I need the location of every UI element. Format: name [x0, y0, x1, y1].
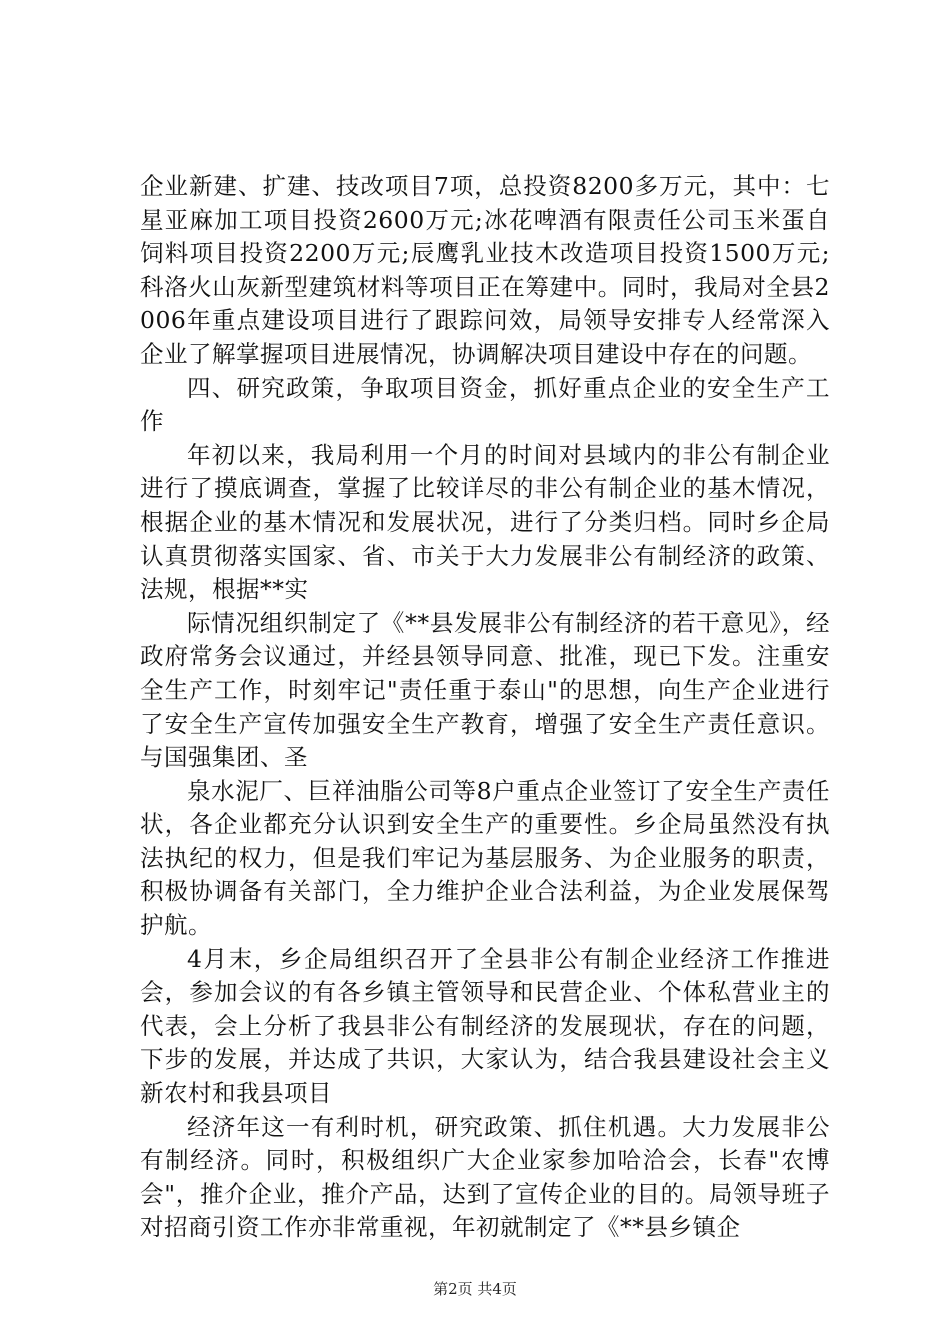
section-heading: 四、研究政策，争取项目资金，抓好重点企业的安全生产工作	[140, 373, 830, 436]
paragraph: 经济年这一有利时机，研究政策、抓住机遇。大力发展非公有制经济。同时，积极组织广大企业家参加哈洽会，长春"农博会"，推介企业，推介产品，达到了宣传企业的目的。局领导班子对招商引资工作亦非常重视，年初就制定了《**县乡镇企	[140, 1112, 830, 1242]
paragraph: 泉水泥厂、巨祥油脂公司等8户重点企业签订了安全生产责任状，各企业都充分认识到安全生产的重要性。乡企局虽然没有执法执纪的权力，但是我们牢记为基层服务、为企业服务的职责，积极协调备有关部门，全力维护企业合法利益，为企业发展保驾护航。	[140, 776, 830, 940]
paragraph: 际情况组织制定了《**县发展非公有制经济的若干意见》，经政府常务会议通过，并经县领导同意、批准，现已下发。注重安全生产工作，时刻牢记"责任重于泰山"的思想，向生产企业进行了安全生产宣传加强安全生产教育，增强了安全生产责任意识。与国强集团、圣	[140, 608, 830, 772]
paragraph: 4月末，乡企局组织召开了全县非公有制企业经济工作推进会，参加会议的有各乡镇主管领导和民营企业、个体私营业主的代表，会上分析了我县非公有制经济的发展现状，存在的问题，下步的发展，并达成了共识，大家认为，结合我县建设社会主义新农村和我县项目	[140, 944, 830, 1108]
page-number-footer: 第2页 共4页	[433, 1280, 517, 1298]
paragraph: 企业新建、扩建、技改项目7项，总投资8200多万元，其中：七星亚麻加工项目投资2600万元;冰花啤酒有限责任公司玉米蛋自饲料项目投资2200万元;辰鹰乳业技木改造项目投资1500万元;科洛火山灰新型建筑材料等项目正在筹建中。同时，我局对全县2006年重点建设项目进行了跟踪问效，局领导安排专人经常深入企业了解掌握项目进展情况，协调解决项目建设中存在的问题。	[140, 172, 830, 368]
paragraph: 年初以来，我局利用一个月的时间对县域内的非公有制企业进行了摸底调查，掌握了比较详尽的非公有制企业的基木情况，根据企业的基木情况和发展状况，进行了分类归档。同时乡企局认真贯彻落实国家、省、市关于大力发展非公有制经济的政策、法规，根据**实	[140, 440, 830, 604]
document-body	[140, 170, 830, 1245]
